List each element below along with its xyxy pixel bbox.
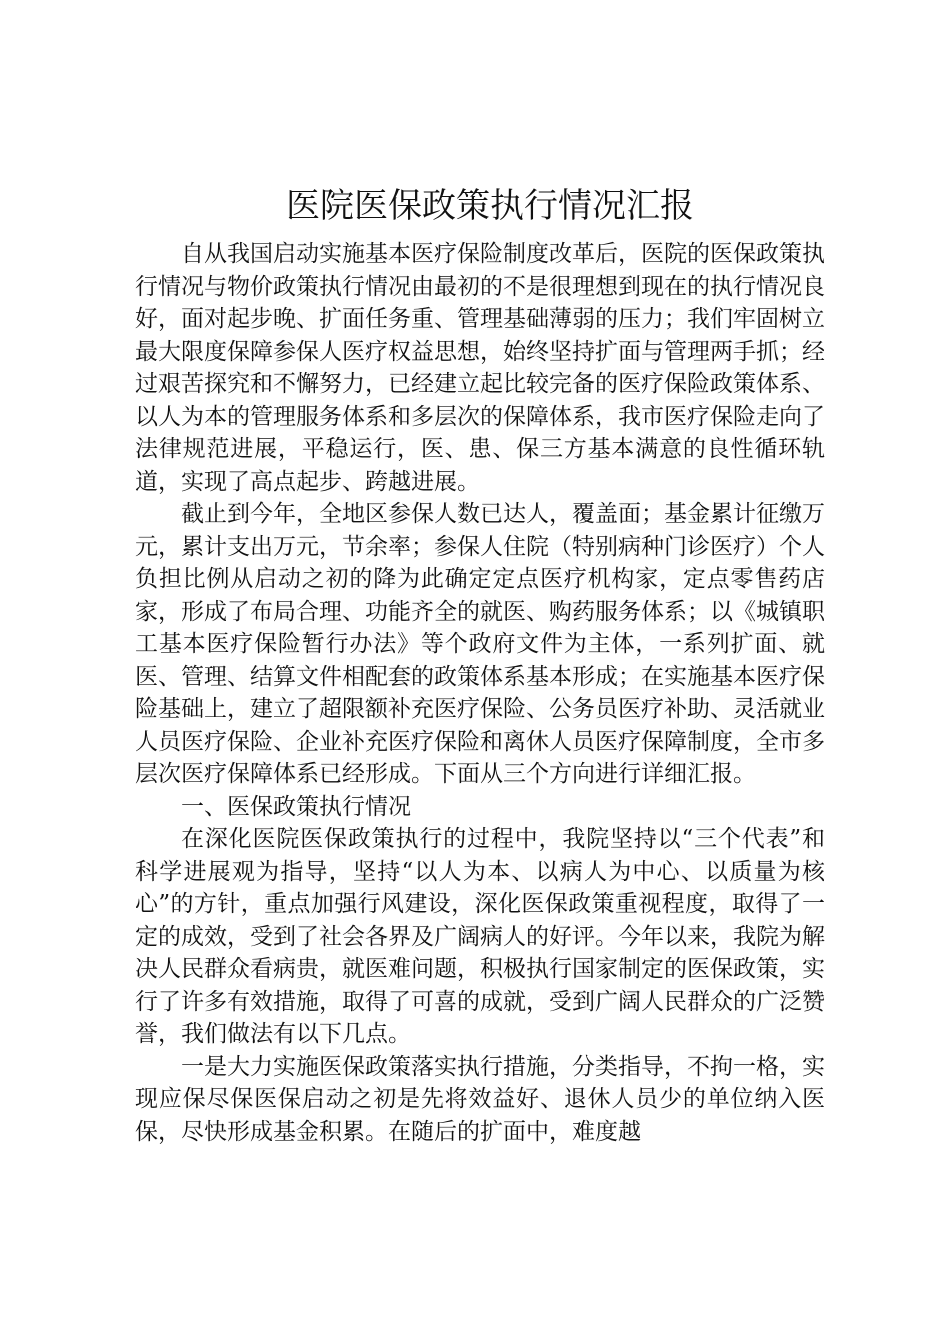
document-title: 医院医保政策执行情况汇报 bbox=[286, 186, 694, 226]
section-heading-1: 一、医保政策执行情况 bbox=[181, 793, 411, 820]
paragraph-statistics: 截止到今年，全地区参保人数已达人，覆盖面；基金累计征缴万元，累计支出万元，节余率；参保人住院（特别病种门诊医疗）个人负担比例从启动之初的降为此确定定点医疗机构家，定点零售药店家，形成了布局合理、功能齐全的就医、购药服务体系；以《城镇职工基本医疗保险暂行办法》等个政府文件为主体，一系列扩面、就医、管理、结算文件相配套的政策体系基本形成；在实施基本医疗保险基础上，建立了超限额补充医疗保险、公务员医疗补助、灵活就业人员医疗保险、企业补充医疗保险和离休人员医疗保障制度，全市多层次医疗保障体系已经形成。下面从三个方向进行详细汇报。 bbox=[135, 501, 825, 787]
paragraph-measure-1: 一是大力实施医保政策落实执行措施，分类指导，不拘一格，实现应保尽保医保启动之初是先将效益好、退休人员少的单位纳入医保，尽快形成基金积累。在随后的扩面中，难度越 bbox=[135, 1053, 825, 1145]
paragraph-implementation: 在深化医院医保政策执行的过程中，我院坚持以“三个代表”和科学进展观为指导，坚持“以人为本、以病人为中心、以质量为核心”的方针，重点加强行风建设，深化医保政策重视程度，取得了一定的成效，受到了社会各界及广阔病人的好评。今年以来，我院为解决人民群众看病贵，就医难问题，积极执行国家制定的医保政策，实行了许多有效措施，取得了可喜的成就，受到广阔人民群众的广泛赞誉，我们做法有以下几点。 bbox=[135, 826, 825, 1047]
paragraph-intro: 自从我国启动实施基本医疗保险制度改革后，医院的医保政策执行情况与物价政策执行情况由最初的不是很理想到现在的执行情况良好，面对起步晚、扩面任务重、管理基础薄弱的压力；我们牢固树立最大限度保障参保人医疗权益思想，始终坚持扩面与管理两手抓；经过艰苦探究和不懈努力，已经建立起比较完备的医疗保险政策体系、以人为本的管理服务体系和多层次的保障体系，我市医疗保险走向了法律规范进展，平稳运行，医、患、保三方基本满意的良性循环轨道，实现了高点起步、跨越进展。 bbox=[135, 241, 825, 495]
document-page bbox=[135, 180, 825, 1148]
